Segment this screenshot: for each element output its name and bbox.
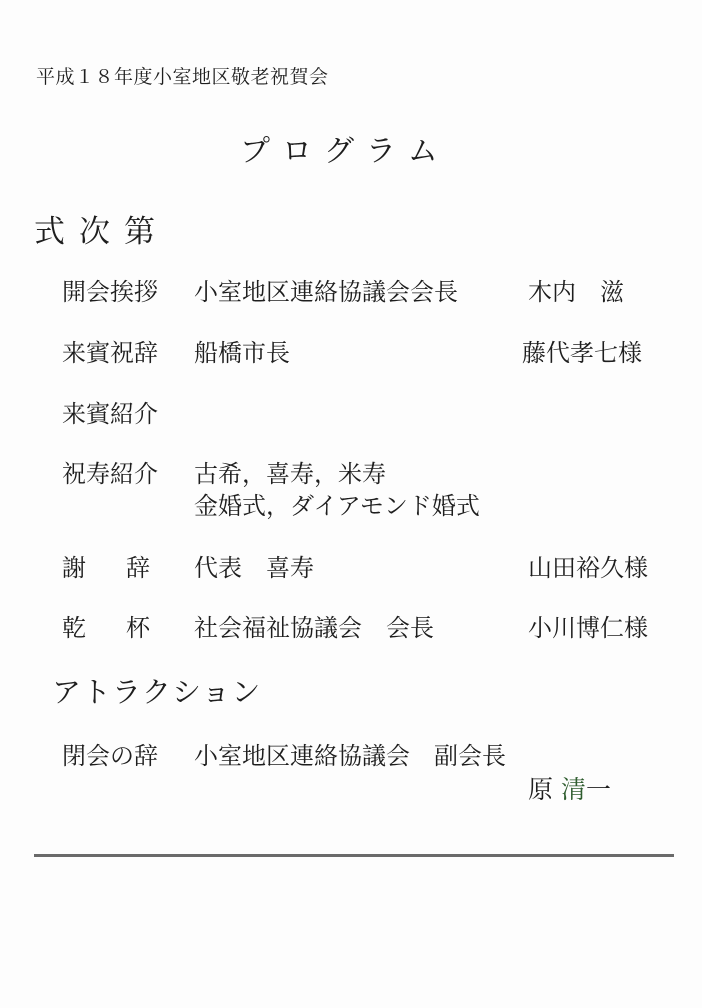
agenda-item-label: 乾杯 xyxy=(62,614,190,642)
agenda-item-opening-greeting xyxy=(62,272,624,307)
agenda-item-person: 木内 滋 xyxy=(528,278,624,306)
agenda-item-person: 藤代孝七様 xyxy=(522,339,642,367)
attraction-heading: アトラクション xyxy=(52,675,262,709)
agenda-item-label: 閉会の辞 xyxy=(62,742,158,770)
closing-speaker xyxy=(528,770,611,806)
section-title: 式次第 xyxy=(34,214,169,250)
agenda-item-person: 山田裕久様 xyxy=(528,554,648,582)
agenda-item-desc-continued: 金婚式，ダイアモンド婚式 xyxy=(194,492,480,520)
agenda-item-desc: 古希，喜寿，米寿 xyxy=(194,460,386,488)
agenda-item-guest-speech xyxy=(62,333,642,368)
agenda-item-desc: 船橋市長 xyxy=(194,339,290,367)
agenda-item-desc: 代表 喜寿 xyxy=(194,554,314,582)
agenda-item-desc: 小室地区連絡協議会 副会長 xyxy=(194,742,506,770)
closing-speaker-given-name-1: 清 xyxy=(560,775,586,804)
agenda-item-label: 来賓祝辞 xyxy=(62,339,158,367)
closing-speaker-given-name-2: 一 xyxy=(585,775,611,804)
agenda-item-toast xyxy=(62,608,648,643)
agenda-item-desc: 社会福祉協議会 会長 xyxy=(194,614,434,642)
agenda-item-closing xyxy=(62,736,506,771)
bottom-divider xyxy=(34,854,674,857)
program-title: プログラム xyxy=(240,134,450,169)
agenda-item-label: 開会挨拶 xyxy=(62,278,158,306)
agenda-item-label: 祝寿紹介 xyxy=(62,460,158,488)
event-header: 平成１８年度小室地区敬老祝賀会 xyxy=(36,66,329,88)
agenda-item-thanks xyxy=(62,548,648,583)
agenda-item-label: 謝辞 xyxy=(62,554,190,582)
agenda-item-guest-introduction xyxy=(62,394,194,429)
agenda-item-label: 来賓紹介 xyxy=(62,400,158,428)
closing-speaker-family-name: 原 xyxy=(528,775,554,804)
agenda-item-person: 小川博仁様 xyxy=(528,614,648,642)
agenda-item-longevity-introduction xyxy=(62,454,386,489)
agenda-item-desc: 小室地区連絡協議会会長 xyxy=(194,278,458,306)
